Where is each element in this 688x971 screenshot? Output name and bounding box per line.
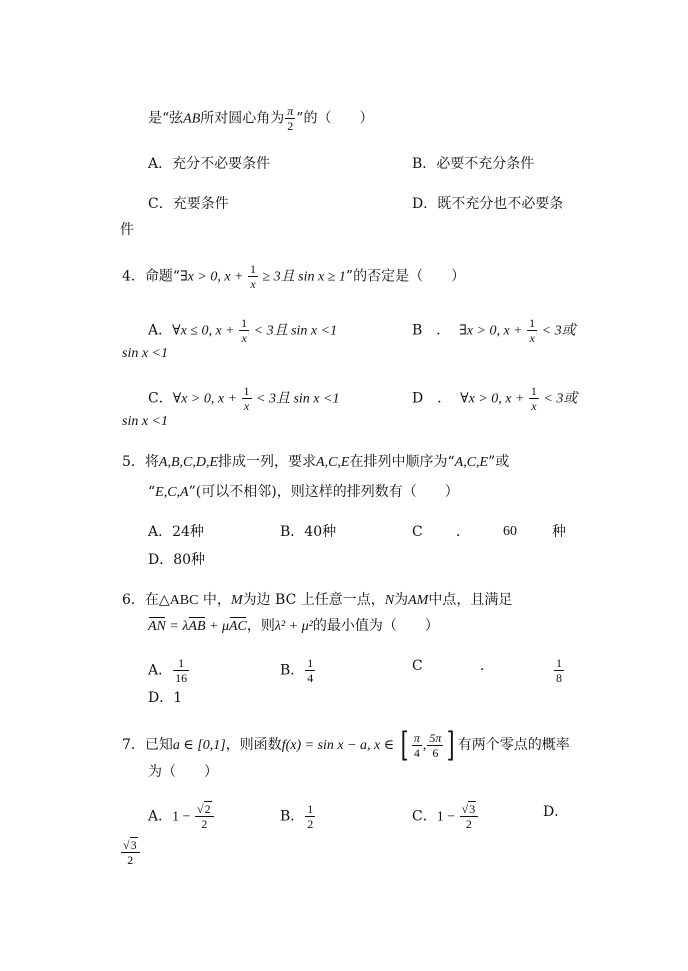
q6-option-a: A． $\frac{1}{16}$ [148,656,188,685]
q3-text-3: ”的（ ） [296,110,374,127]
q4-option-b-wrap: sin x <1 [122,346,168,361]
q7-option-a: A．1 − $\frac{√2}{2}$ [148,802,215,831]
q7-option-d-value: $\frac{√3}{2}$ [120,838,141,867]
q5-option-a: A．24种 [148,524,204,540]
q7-stem-line2: 为（ ） [148,764,218,780]
q3-option-d: D．既不充分也不必要条 [412,196,564,212]
q5-option-c-unit: 种 [552,524,566,540]
q7-stem-line1: 7．已知a ∈ [0,1]，则函数f(x) = sin x − a, x ∈ [ $\frac{\pi}{4}$ , $\frac{5\pi}{6}$ ] 有两个零点的概率 [122,725,570,765]
q6-option-c-value: $\frac{1}{8}$ [556,656,562,685]
q6-option-c-label: C [412,658,423,674]
q3-option-c: C．充要条件 [148,196,229,212]
q7-option-d-label: D． [543,804,569,820]
q3-chord: AB [183,111,201,127]
q3-option-b: B．必要不充分条件 [412,156,535,172]
q6-stem-line2: AN = λAB + μAC，则λ² + μ²的最小值为（ ） [148,616,439,637]
q5-stem-line2: “E,C,A”(可以不相邻)，则这样的排列数有（ ） [148,484,459,500]
q5-option-c-label: C [412,524,423,540]
q3-option-a: A．充分不必要条件 [148,156,271,172]
q6-option-d: D．1 [148,690,183,706]
q6-option-b: B． $\frac{1}{4}$ [280,656,314,685]
q3-text: 是“弦 [148,110,184,127]
q5-option-c-value: 60 [503,524,517,539]
q3-option-d-wrap: 件 [120,222,134,238]
q3-text-2: 所对圆心角为 [200,110,285,127]
q6-stem-line1: 6．在△ABC 中，M为边 BC 上任意一点，N为AM中点，且满足 [122,592,513,608]
q7-option-c: C．1 − $\frac{√3}{2}$ [412,802,479,831]
q5-option-b: B．40种 [280,524,337,540]
q5-option-d: D．80种 [148,552,206,568]
q5-stem-line1: 5．将A,B,C,D,E排成一列，要求A,C,E在排列中顺序为“A,C,E”或 [122,454,510,470]
q4-option-c: C．∀x > 0, x + $\frac{1}{x}$ < 3且 sin x <1 [148,384,340,413]
q4-option-a: A．∀x ≤ 0, x + $\frac{1}{x}$ < 3且 sin x <1 [148,316,338,345]
q4-option-b: B ． ∃x > 0, x + $\frac{1}{x}$ < 3或 [412,316,576,345]
q4-stem: 4．命题“∃x > 0, x + $\frac{1}{x}$ ≥ 3且 sin x ≥ 1”的否定是（ ） [122,262,466,291]
q7-option-b: B． $\frac{1}{2}$ [280,802,314,831]
q6-option-c-dot: ． [480,658,494,674]
q4-option-d-wrap: sin x <1 [122,414,168,429]
q5-option-c-dot: ． [456,524,470,540]
q3-stem [148,104,373,133]
q3-fraction: $\frac{\pi}{2}$ [287,104,294,133]
q4-option-d: D ． ∀x > 0, x + $\frac{1}{x}$ < 3或 [412,384,578,413]
